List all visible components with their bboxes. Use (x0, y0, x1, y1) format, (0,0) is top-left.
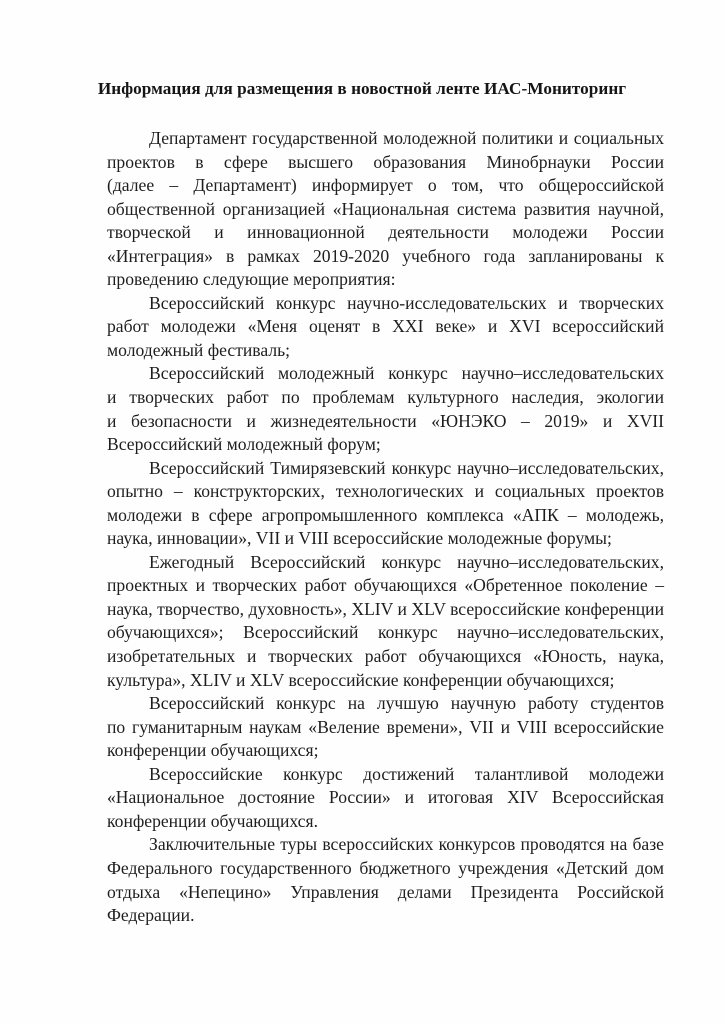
paragraph (107, 127, 664, 292)
text-line: Ежегодный Всероссийский конкурс научно–исследовательских, (149, 551, 664, 572)
text-line: обучающихся»; Всероссийский конкурс научно–исследовательских, (107, 622, 664, 643)
text-line: и безопасности и жизнедеятельности «ЮНЭКО – 2019» и XVII (107, 410, 664, 431)
text-line: конференции обучающихся; (107, 740, 319, 761)
text-line: Федерации. (107, 905, 195, 926)
text-line: и творческих работ по проблемам культурного наследия, экологии (107, 387, 664, 408)
text-line: отдыха «Непецино» Управления делами Президента Российской (107, 881, 664, 902)
text-line: Заключительные туры всероссийских конкурсов проводятся на базе (149, 834, 664, 855)
text-line: проектов в сфере высшего образования Минобрнауки России (107, 151, 664, 172)
document-body (107, 127, 664, 928)
text-line: (далее – Департамент) информирует о том, что общероссийской (107, 175, 664, 196)
text-line: Всероссийские конкурс достижений талантливой молодежи (149, 763, 664, 784)
paragraph (107, 551, 664, 692)
text-line: творческой и инновационной деятельности молодежи России (107, 222, 664, 243)
text-line: проектных и творческих работ обучающихся «Обретенное поколение – (107, 575, 664, 596)
text-line: Всероссийский конкурс научно-исследовательских и творческих (149, 292, 664, 313)
text-line: «Национальное достояние России» и итоговая XIV Всероссийская (107, 787, 664, 808)
text-line: «Интеграция» в рамках 2019-2020 учебного года запланированы к (107, 245, 664, 266)
text-line: общественной организацией «Национальная система развития научной, (107, 198, 664, 219)
document-title: Информация для размещения в новостной ленте ИАС-Мониторинг (97, 79, 627, 98)
text-line: проведению следующие мероприятия: (107, 269, 396, 290)
text-line: наука, творчество, духовность», XLIV и XLV всероссийские конференции (107, 598, 664, 619)
text-line: Департамент государственной молодежной политики и социальных (149, 128, 664, 148)
text-line: Всероссийский молодежный конкурс научно–исследовательских (149, 363, 664, 384)
text-line: Всероссийский Тимирязевский конкурс научно–исследовательских, (149, 457, 664, 478)
text-line: наука, инновации», VII и VIII всероссийские молодежные форумы; (107, 528, 612, 549)
paragraph (107, 833, 664, 927)
text-line: молодежный фестиваль; (107, 339, 291, 360)
text-line: опытно – конструкторских, технологических и социальных проектов (107, 481, 664, 502)
text-line: Всероссийский молодежный форум; (107, 434, 381, 455)
paragraph (107, 292, 664, 363)
text-line: изобретательных и творческих работ обучающихся «Юность, наука, (107, 646, 664, 667)
paragraph (107, 692, 664, 763)
text-line: культура», XLIV и XLV всероссийские конференции обучающихся; (107, 669, 615, 690)
paragraph (107, 362, 664, 456)
paragraph (107, 763, 664, 834)
paragraph (107, 457, 664, 551)
text-line: Всероссийский конкурс на лучшую научную работу студентов (149, 693, 664, 714)
text-line: работ молодежи «Меня оценят в XXI веке» и XVI всероссийский (107, 316, 664, 337)
text-line: Федерального государственного бюджетного учреждения «Детский дом (107, 857, 664, 878)
text-line: конференции обучающихся. (107, 810, 318, 831)
text-line: по гуманитарным наукам «Веление времени», VII и VIII всероссийские (107, 716, 664, 737)
text-line: молодежи в сфере агропромышленного комплекса «АПК – молодежь, (107, 504, 664, 525)
